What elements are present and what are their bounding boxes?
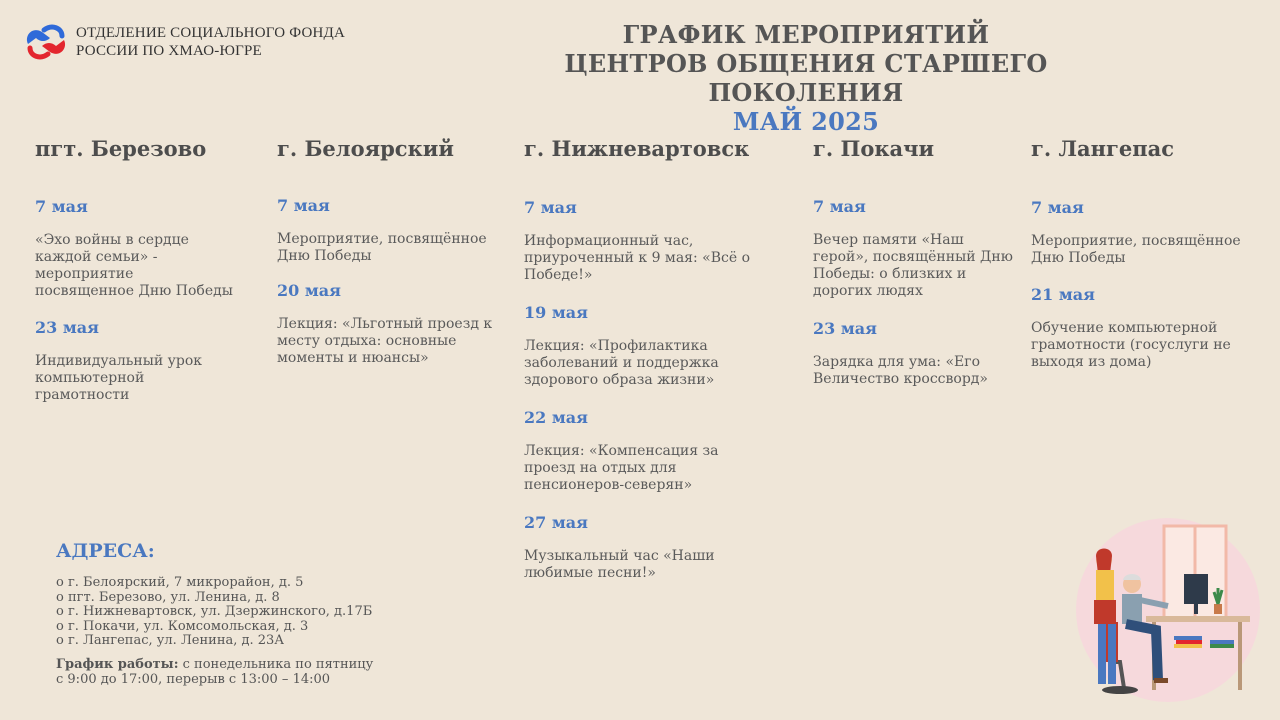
event-description: Музыкальный час «Наши любимые песни!» [524,548,715,581]
event [524,408,759,494]
address-item: o г. Белоярский, 7 микрорайон, д. 5 [56,576,373,591]
event-description: Индивидуальный урок компьютерной грамотности [35,353,203,403]
event [524,198,759,284]
event [1031,285,1263,371]
event [35,318,235,404]
event-date: 7 мая [35,197,88,216]
event [35,197,235,300]
event-date: 27 мая [524,513,588,532]
column-berezovo [35,136,235,404]
column-nizhnevartovsk [524,136,759,582]
org-name [76,24,345,60]
event-date: 21 мая [1031,285,1095,304]
event [277,281,520,367]
event [813,197,1021,300]
addresses-list [56,576,373,649]
org-name-line1: ОТДЕЛЕНИЕ СОЦИАЛЬНОГО ФОНДА [76,25,345,41]
event-date: 22 мая [524,408,588,427]
event-description: Мероприятие, посвящённое Дню Победы [1031,233,1241,266]
event-description: Лекция: «Профилактика заболеваний и поддержка здорового образа жизни» [524,338,719,388]
working-hours-label: График работы: [56,656,179,672]
city-name: г. Нижневартовск [524,136,750,161]
event-description: Лекция: «Компенсация за проезд на отдых для пенсионеров-северян» [524,443,719,493]
event [1031,198,1263,267]
address-item: o г. Лангепас, ул. Ленина, д. 23А [56,634,373,649]
address-item: o г. Нижневартовск, ул. Дзержинского, д.17Б [56,605,373,620]
addresses-block [56,540,373,687]
event-date: 20 мая [277,281,341,300]
address-item: o г. Покачи, ул. Комсомольская, д. 3 [56,620,373,635]
event [277,196,520,265]
seniors-computer-illustration-icon [1060,512,1270,712]
city-name: пгт. Березово [35,136,207,161]
title-month: МАЙ 2025 [732,107,880,136]
column-pokachi [813,136,1021,388]
column-langepas [1031,136,1263,371]
addresses-title: АДРЕСА: [56,540,155,562]
org-logo [22,22,345,62]
event-description: Мероприятие, посвящённое Дню Победы [277,231,487,264]
event-date: 7 мая [524,198,577,217]
event-date: 7 мая [277,196,330,215]
event-date: 19 мая [524,303,588,322]
event-date: 23 мая [35,318,99,337]
event [813,319,1021,388]
event-description: Зарядка для ума: «Его Величество кроссворд» [813,354,988,387]
working-hours-days: с понедельника по пятницу [178,656,374,672]
city-name: г. Белоярский [277,136,454,161]
event-description: «Эхо войны в сердце каждой семьи» - мероприятие посвященное Дню Победы [35,232,233,299]
address-item: o пгт. Березово, ул. Ленина, д. 8 [56,591,373,606]
event-date: 23 мая [813,319,877,338]
title-line2: ЦЕНТРОВ ОБЩЕНИЯ СТАРШЕГО ПОКОЛЕНИЯ [564,49,1048,107]
event-date: 7 мая [1031,198,1084,217]
column-beloyarsky [277,136,520,367]
sfr-logo-icon [22,22,70,62]
page-title [466,20,1146,136]
org-name-line2: РОССИИ ПО ХМАО-ЮГРЕ [76,43,262,59]
working-hours-time: с 9:00 до 17:00, перерыв с 13:00 – 14:00 [56,671,331,687]
event-description: Обучение компьютерной грамотности (госуслуги не выходя из дома) [1031,320,1231,370]
city-name: г. Лангепас [1031,136,1175,161]
event-description: Вечер памяти «Наш герой», посвящённый Дню Победы: о близких и дорогих людях [813,232,1013,299]
event-date: 7 мая [813,197,866,216]
event-description: Информационный час, приуроченный к 9 мая: «Всё о Победе!» [524,233,751,283]
city-name: г. Покачи [813,136,935,161]
title-line1: ГРАФИК МЕРОПРИЯТИЙ [622,20,990,49]
working-hours [56,657,373,687]
event [524,513,759,582]
event [524,303,759,389]
event-description: Лекция: «Льготный проезд к месту отдыха: основные моменты и нюансы» [277,316,493,366]
